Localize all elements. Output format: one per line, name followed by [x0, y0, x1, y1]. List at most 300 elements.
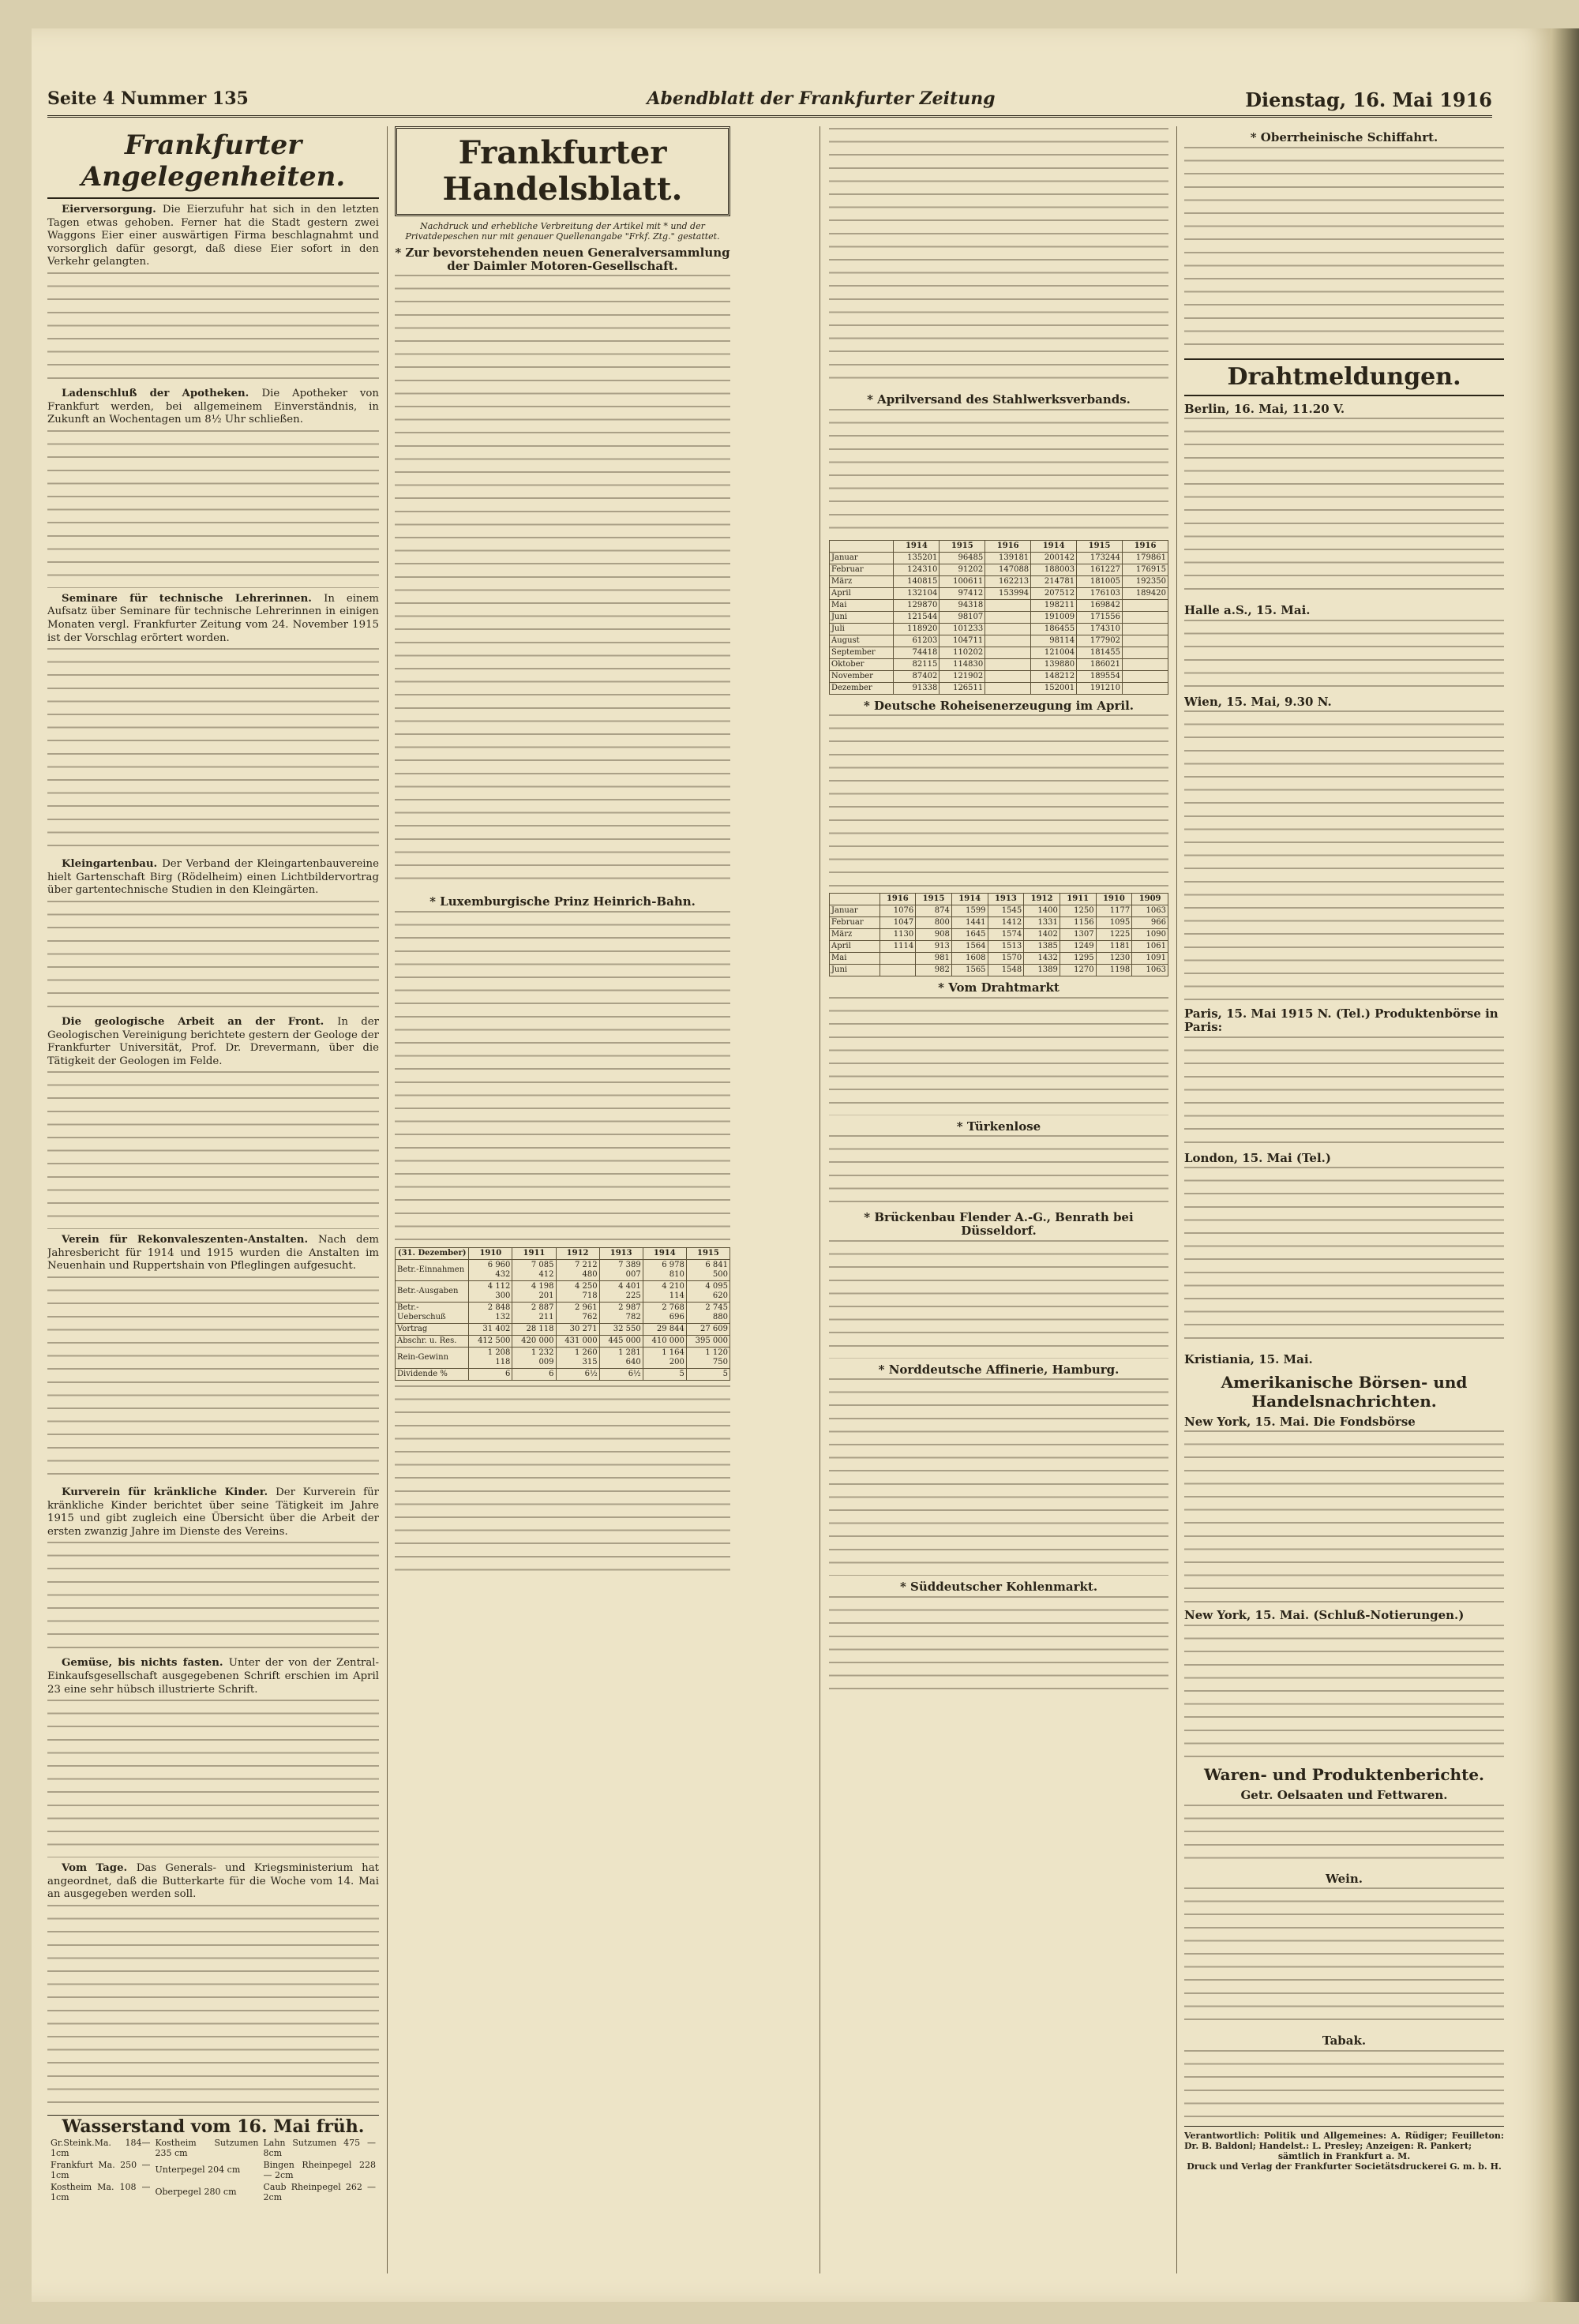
table-cell: 1307	[1060, 929, 1096, 941]
table-cell: 100611	[940, 575, 985, 587]
water-level-title: Wasserstand vom 16. Mai früh.	[62, 2116, 365, 2137]
table-cell: 176915	[1123, 564, 1168, 575]
table-cell: 207512	[1031, 587, 1077, 599]
local-news-item	[47, 1862, 379, 1902]
section-title: Drahtmeldungen.	[1184, 358, 1504, 396]
table-cell: 7 212 480	[556, 1259, 599, 1280]
article-text	[1184, 1036, 1504, 1147]
article-headline: * Zur bevorstehenden neuen Generalversammlung der Daimler Motoren-Gesellschaft.	[395, 246, 730, 273]
article-text	[829, 1240, 1168, 1359]
table-cell: 908	[916, 929, 952, 941]
table-cell	[1123, 670, 1168, 682]
dateline: London, 15. Mai (Tel.)	[1184, 1150, 1331, 1165]
dateline: Berlin, 16. Mai, 11.20 V.	[1184, 401, 1345, 416]
subsection-title: Getr. Oelsaaten und Fettwaren.	[1240, 1787, 1448, 1802]
table-cell: 152001	[1031, 682, 1077, 694]
table-header-cell: 1914	[894, 540, 940, 552]
table-cell: 5	[643, 1368, 686, 1380]
table-cell: 420 000	[512, 1335, 556, 1347]
table-cell: 153994	[985, 587, 1031, 599]
imprint-line: Druck und Verlag der Frankfurter Societätsdruckerei G. m. b. H.	[1187, 2161, 1502, 2172]
article-headline: * Oberrheinische Schiffahrt.	[1250, 130, 1438, 144]
local-news-item	[47, 1234, 379, 1273]
table-cell: 82115	[894, 658, 940, 670]
print-texture	[47, 648, 379, 853]
table-cell: 6½	[556, 1368, 599, 1380]
table-cell: 1061	[1132, 941, 1168, 953]
table-cell: 147088	[985, 564, 1031, 575]
local-news-item	[47, 858, 379, 898]
table-cell: 189554	[1077, 670, 1123, 682]
table-row	[396, 1280, 730, 1302]
print-texture	[47, 272, 379, 383]
table-cell: August	[830, 635, 894, 647]
table-cell: 61203	[894, 635, 940, 647]
water-level-cell: Caub Rheinpegel 262 — 2cm	[263, 2181, 376, 2202]
table-cell: 1564	[951, 941, 988, 953]
water-level-cell: Frankfurt Ma. 250 — 1cm	[51, 2159, 151, 2180]
table-header-cell	[830, 540, 894, 552]
table-cell: 192350	[1123, 575, 1168, 587]
table-header-cell	[830, 894, 880, 905]
table-cell: 139880	[1031, 658, 1077, 670]
table-header-cell: 1915	[940, 540, 985, 552]
table-row	[396, 1368, 730, 1380]
table-header-cell: 1915	[1077, 540, 1123, 552]
article-text	[1184, 710, 1504, 1003]
table-cell	[1123, 599, 1168, 611]
table-header-cell: 1911	[1060, 894, 1096, 905]
table-row	[830, 564, 1168, 575]
article-text	[1184, 1625, 1504, 1759]
article-text	[1184, 1887, 1504, 2030]
table-header-cell: 1914	[643, 1247, 686, 1259]
column-rule	[1176, 126, 1177, 2273]
table-cell: 98114	[1031, 635, 1077, 647]
print-texture	[47, 430, 379, 588]
water-level-table	[47, 2136, 379, 2204]
table-cell: 6 841 500	[686, 1259, 729, 1280]
water-level-cell: Gr.Steink.Ma. 184— 1cm	[51, 2137, 151, 2158]
issue-date: Dienstag, 16. Mai 1916	[1245, 88, 1492, 111]
table-row	[830, 587, 1168, 599]
table-cell: 4 198 201	[512, 1280, 556, 1302]
table-header-cell: 1916	[880, 894, 916, 905]
table-cell: Betr.-Ueberschuß	[396, 1302, 469, 1323]
table-cell: 104711	[940, 635, 985, 647]
table-cell: 101233	[940, 623, 985, 635]
table-row	[830, 905, 1168, 917]
table-cell: 1295	[1060, 953, 1096, 965]
table-cell: 1095	[1096, 917, 1132, 929]
item-text: Die Eierzufuhr hat sich in den letzten Tagen etwas gehoben. Ferner hat die Stadt gestern zwei Waggons Eier einer auswärtigen Firma beschlagnahmt und vorsorglich dafür gesorgt, daß diese Eier sofort in den Verkehr gelangten.	[47, 204, 379, 268]
table-row	[396, 1323, 730, 1335]
table-cell: Juni	[830, 965, 880, 976]
table-cell: 96485	[940, 552, 985, 564]
table-cell: 981	[916, 953, 952, 965]
print-texture	[47, 1276, 379, 1482]
article-text	[1184, 620, 1504, 691]
table-cell: 110202	[940, 647, 985, 658]
table-header-cell: 1911	[512, 1247, 556, 1259]
table-cell: 91338	[894, 682, 940, 694]
table-cell: 2 887 211	[512, 1302, 556, 1323]
table-cell	[1123, 635, 1168, 647]
table-cell: 173244	[1077, 552, 1123, 564]
table-cell: 200142	[1031, 552, 1077, 564]
article-headline: * Türkenlose	[956, 1119, 1041, 1134]
book-spine	[1551, 28, 1579, 2302]
table-cell	[880, 965, 916, 976]
table-cell: 1441	[951, 917, 988, 929]
table-cell	[1123, 647, 1168, 658]
page-header	[47, 77, 1492, 118]
print-texture	[47, 1905, 379, 2110]
table-cell: 395 000	[686, 1335, 729, 1347]
item-headline: Ladenschluß der Apotheken.	[62, 387, 262, 399]
table-cell: 97412	[940, 587, 985, 599]
table-row	[830, 635, 1168, 647]
table-cell: Februar	[830, 917, 880, 929]
table-cell: 1130	[880, 929, 916, 941]
table-cell: 169842	[1077, 599, 1123, 611]
table-cell: 445 000	[599, 1335, 643, 1347]
table-cell: 186455	[1031, 623, 1077, 635]
article-text	[829, 1135, 1168, 1206]
table-cell: 2 848 132	[469, 1302, 512, 1323]
table-cell: 30 271	[556, 1323, 599, 1335]
item-text: Unter der von der Zentral-Einkaufsgesellschaft ausgegebenen Schrift erschien im April 23 eine sehr hübsch illustrierte Schrift.	[47, 1657, 379, 1696]
article-text	[829, 997, 1168, 1115]
table-cell: 1230	[1096, 953, 1132, 965]
table-cell: 129870	[894, 599, 940, 611]
table-row	[830, 917, 1168, 929]
column-telegrams	[1184, 126, 1504, 2289]
table-cell: 1270	[1060, 965, 1096, 976]
table-header-cell: 1912	[556, 1247, 599, 1259]
local-news-item	[47, 1657, 379, 1696]
imprint-line: sämtlich in Frankfurt a. M.	[1277, 2150, 1411, 2161]
table-cell: 1331	[1024, 917, 1060, 929]
item-text: Der Verband der Kleingartenbauvereine hielt Gartenschaft Birg (Rödelheim) einen Lichtbildervortrag über gartentechnische Studien in den Kleingärten.	[47, 858, 379, 897]
table-cell: Rein-Gewinn	[396, 1347, 469, 1368]
column-commerce	[395, 126, 730, 2289]
article-text	[1184, 1167, 1504, 1348]
table-cell: 431 000	[556, 1335, 599, 1347]
table-cell: 1063	[1132, 905, 1168, 917]
table-row	[830, 941, 1168, 953]
column-rule	[387, 126, 388, 2273]
table-cell: Februar	[830, 564, 894, 575]
table-cell: 171556	[1077, 611, 1123, 623]
print-texture	[47, 1700, 379, 1857]
item-headline: Verein für Rekonvaleszenten-Anstalten.	[62, 1234, 318, 1246]
table-cell: 2 961 762	[556, 1302, 599, 1323]
table-cell: 1400	[1024, 905, 1060, 917]
table-cell: Betr.-Einnahmen	[396, 1259, 469, 1280]
section-title: Amerikanische Börsen- und Handelsnachrichten.	[1221, 1372, 1468, 1411]
table-cell: 32 550	[599, 1323, 643, 1335]
dateline: Paris, 15. Mai 1915 N. (Tel.) Produktenbörse in Paris:	[1184, 1006, 1498, 1034]
table-cell: Mai	[830, 599, 894, 611]
item-headline: Vom Tage.	[62, 1862, 137, 1875]
article-headline: * Vom Drahtmarkt	[938, 980, 1060, 995]
table-row	[830, 611, 1168, 623]
table-cell: 1385	[1024, 941, 1060, 953]
table-cell: 174310	[1077, 623, 1123, 635]
table-cell: 6½	[599, 1368, 643, 1380]
table-cell: 1565	[951, 965, 988, 976]
table-cell: 198211	[1031, 599, 1077, 611]
table-cell: 874	[916, 905, 952, 917]
local-news-item	[47, 1016, 379, 1068]
table-cell: 124310	[894, 564, 940, 575]
table-cell: Januar	[830, 552, 894, 564]
table-cell	[985, 623, 1031, 635]
subsection-title: Tabak.	[1322, 2034, 1367, 2048]
table-cell: 6 978 810	[643, 1259, 686, 1280]
table-cell: 87402	[894, 670, 940, 682]
table-cell: 140815	[894, 575, 940, 587]
table-cell	[985, 611, 1031, 623]
table-cell: Juni	[830, 611, 894, 623]
table-cell: 410 000	[643, 1335, 686, 1347]
table-cell: 1063	[1132, 965, 1168, 976]
table-cell: 1608	[951, 953, 988, 965]
table-cell	[985, 599, 1031, 611]
table-cell: 29 844	[643, 1323, 686, 1335]
dateline: New York, 15. Mai. Die Fondsbörse	[1184, 1414, 1416, 1429]
item-text: Das Generals- und Kriegsministerium hat angeordnet, daß die Butterkarte für die Woche vom 14. Mai an ausgegeben werden soll.	[47, 1862, 379, 1901]
table-cell: 982	[916, 965, 952, 976]
item-headline: Kurverein für kränkliche Kinder.	[62, 1486, 276, 1499]
table-cell: 126511	[940, 682, 985, 694]
item-text: Nach dem Jahresbericht für 1914 und 1915 wurden die Anstalten im Neuenhain und Ruppertshain von Pfleglingen aufgesucht.	[47, 1234, 379, 1273]
article-text	[395, 1385, 730, 1575]
table-cell	[1123, 611, 1168, 623]
table-cell: 28 118	[512, 1323, 556, 1335]
imprint-line: Verantwortlich: Politik und Allgemeines: A. Rüdiger; Feuilleton: Dr. B. Baldonl; Handelst.: L. Presley; Anzeigen: R. Pankert;	[1184, 2130, 1504, 2151]
table-cell: 214781	[1031, 575, 1077, 587]
table-cell	[985, 670, 1031, 682]
item-headline: Kleingartenbau.	[62, 858, 163, 871]
table-row	[830, 599, 1168, 611]
table-cell: 1 260 315	[556, 1347, 599, 1368]
railway-table	[395, 1247, 730, 1381]
table-row	[830, 965, 1168, 976]
article-text	[1184, 1430, 1504, 1604]
print-texture	[47, 1071, 379, 1229]
table-row	[830, 953, 1168, 965]
table-cell: 74418	[894, 647, 940, 658]
imprint	[1184, 2131, 1504, 2172]
column-commerce-2	[829, 126, 1168, 2289]
article-headline: * Luxemburgische Prinz Heinrich-Bahn.	[429, 894, 696, 909]
table-cell: 1181	[1096, 941, 1132, 953]
item-text: In der Geologischen Vereinigung berichtete gestern der Geologe der Frankfurter Universität, Prof. Dr. Drevermann, über die Tätigkeit der Geologen im Felde.	[47, 1015, 379, 1067]
local-news-item	[47, 1486, 379, 1539]
table-cell	[880, 953, 916, 965]
table-cell	[1123, 682, 1168, 694]
table-row	[396, 1335, 730, 1347]
table-cell: 1091	[1132, 953, 1168, 965]
table-cell: 2 745 880	[686, 1302, 729, 1323]
article-text	[1184, 1805, 1504, 1868]
table-header-cell: 1916	[985, 540, 1031, 552]
table-cell: 800	[916, 917, 952, 929]
water-level-cell: Kostheim Sutzumen 235 cm	[155, 2137, 259, 2158]
table-header-cell: 1915	[916, 894, 952, 905]
table-cell: Dezember	[830, 682, 894, 694]
item-text: In einem Aufsatz über Seminare für technische Lehrerinnen in einigen Monaten vergl. Frankfurter Zeitung vom 24. November 1915 ist der Vorschlag erörtert worden.	[47, 592, 379, 644]
table-cell: 161227	[1077, 564, 1123, 575]
table-header-cell: 1913	[988, 894, 1024, 905]
water-level-cell: Unterpegel 204 cm	[155, 2165, 241, 2176]
item-headline: Gemüse, bis nichts fasten.	[62, 1657, 229, 1670]
table-cell: 1574	[988, 929, 1024, 941]
dateline: Wien, 15. Mai, 9.30 N.	[1184, 694, 1332, 709]
item-headline: Seminare für technische Lehrerinnen.	[62, 592, 324, 605]
table-row	[830, 658, 1168, 670]
table-cell: 121004	[1031, 647, 1077, 658]
table-cell	[1123, 623, 1168, 635]
table-cell: 118920	[894, 623, 940, 635]
table-cell: 148212	[1031, 670, 1077, 682]
table-cell: 139181	[985, 552, 1031, 564]
table-cell: 966	[1132, 917, 1168, 929]
local-news-articles	[47, 204, 379, 2110]
table-cell: November	[830, 670, 894, 682]
table-cell: 181455	[1077, 647, 1123, 658]
table-cell: Dividende %	[396, 1368, 469, 1380]
table-header-cell: (31. Dezember)	[396, 1247, 469, 1259]
table-cell: 1090	[1132, 929, 1168, 941]
table-cell: März	[830, 575, 894, 587]
table-cell: 94318	[940, 599, 985, 611]
table-row	[830, 552, 1168, 564]
table-header-cell: 1910	[1096, 894, 1132, 905]
table-cell: 1599	[951, 905, 988, 917]
article-text	[395, 911, 730, 1243]
table-cell: 1 120 750	[686, 1347, 729, 1368]
table-cell: April	[830, 941, 880, 953]
table-header-cell: 1912	[1024, 894, 1060, 905]
table-cell: 114830	[940, 658, 985, 670]
table-header-cell: 1913	[599, 1247, 643, 1259]
table-cell: 1225	[1096, 929, 1132, 941]
table-cell: 186021	[1077, 658, 1123, 670]
table-cell: 7 389 007	[599, 1259, 643, 1280]
dateline: New York, 15. Mai. (Schluß-Notierungen.)	[1184, 1608, 1465, 1623]
article-text	[1184, 2050, 1504, 2121]
table-cell: 1 232 009	[512, 1347, 556, 1368]
table-row	[830, 929, 1168, 941]
water-level-cell: Bingen Rheinpegel 228 — 2cm	[263, 2159, 376, 2180]
table-cell: 31 402	[469, 1323, 512, 1335]
table-cell: 179861	[1123, 552, 1168, 564]
table-cell: 121544	[894, 611, 940, 623]
table-cell: September	[830, 647, 894, 658]
table-cell: 188003	[1031, 564, 1077, 575]
table-cell	[985, 682, 1031, 694]
table-cell: 162213	[985, 575, 1031, 587]
table-cell: 412 500	[469, 1335, 512, 1347]
table-cell: 1177	[1096, 905, 1132, 917]
newspaper-title: Abendblatt der Frankfurter Zeitung	[647, 88, 996, 109]
table-header-cell: 1915	[686, 1247, 729, 1259]
article-text	[829, 128, 1168, 388]
dateline: Kristiania, 15. Mai.	[1184, 1352, 1313, 1367]
table-cell: April	[830, 587, 894, 599]
table-row	[396, 1259, 730, 1280]
table-cell: 2 768 696	[643, 1302, 686, 1323]
table-cell: 176103	[1077, 587, 1123, 599]
subsection-title: Wein.	[1326, 1871, 1363, 1886]
article-headline: * Süddeutscher Kohlenmarkt.	[899, 1580, 1098, 1595]
table-cell: 1389	[1024, 965, 1060, 976]
local-news-item	[47, 388, 379, 427]
table-cell: 5	[686, 1368, 729, 1380]
item-text: Der Kurverein für kränkliche Kinder berichtet über seine Tätigkeit im Jahre 1915 und gibt zugleich eine Übersicht über die Arbeit der ersten zwanzig Jahre im Dienste des Vereins.	[47, 1486, 379, 1538]
steel-shipments-table	[829, 540, 1168, 695]
table-cell: Betr.-Ausgaben	[396, 1280, 469, 1302]
table-cell: 7 085 412	[512, 1259, 556, 1280]
table-row	[830, 647, 1168, 658]
table-cell: 1 281 640	[599, 1347, 643, 1368]
item-headline: Die geologische Arbeit an der Front.	[62, 1015, 338, 1028]
water-level-cell: Lahn Sutzumen 475 — 8cm	[263, 2137, 376, 2158]
article-headline: * Aprilversand des Stahlwerksverbands.	[867, 392, 1131, 407]
article-headline: * Brückenbau Flender A.-G., Benrath bei Düsseldorf.	[864, 1210, 1134, 1238]
column-local-news	[47, 126, 379, 2289]
table-cell: Oktober	[830, 658, 894, 670]
table-cell: 1 208 118	[469, 1347, 512, 1368]
table-cell: 132104	[894, 587, 940, 599]
table-cell	[985, 635, 1031, 647]
reprint-note: Nachdruck und erhebliche Verbreitung der Artikel mit * und der Privatdepeschen nur mit genauer Quellenangabe "Frkf. Ztg." gestattet.	[405, 221, 720, 242]
table-cell: 1156	[1060, 917, 1096, 929]
item-headline: Eierversorgung.	[62, 204, 163, 216]
table-cell: Abschr. u. Res.	[396, 1335, 469, 1347]
table-cell: 1250	[1060, 905, 1096, 917]
table-cell: 1249	[1060, 941, 1096, 953]
table-cell: März	[830, 929, 880, 941]
table-cell: 4 210 114	[643, 1280, 686, 1302]
table-cell: 91202	[940, 564, 985, 575]
table-cell: 1198	[1096, 965, 1132, 976]
table-cell: Mai	[830, 953, 880, 965]
water-level-cell: Kostheim Ma. 108 — 1cm	[51, 2181, 151, 2202]
item-text: Die Apotheker von Frankfurt werden, bei allgemeinem Einverständnis, in Zukunft an Wochentagen um 8½ Uhr schließen.	[47, 387, 379, 426]
table-cell: 1545	[988, 905, 1024, 917]
table-cell: 1402	[1024, 929, 1060, 941]
table-cell: 4 401 225	[599, 1280, 643, 1302]
table-cell: 1412	[988, 917, 1024, 929]
table-row	[830, 575, 1168, 587]
table-cell: Vortrag	[396, 1323, 469, 1335]
article-text	[829, 1596, 1168, 1691]
table-cell	[985, 647, 1031, 658]
table-cell: 121902	[940, 670, 985, 682]
table-cell: 6	[469, 1368, 512, 1380]
article-text	[829, 1378, 1168, 1576]
table-cell: 2 987 782	[599, 1302, 643, 1323]
table-cell: 181005	[1077, 575, 1123, 587]
table-cell: 1 164 200	[643, 1347, 686, 1368]
table-cell: Juli	[830, 623, 894, 635]
table-row	[830, 623, 1168, 635]
table-cell: 4 112 300	[469, 1280, 512, 1302]
